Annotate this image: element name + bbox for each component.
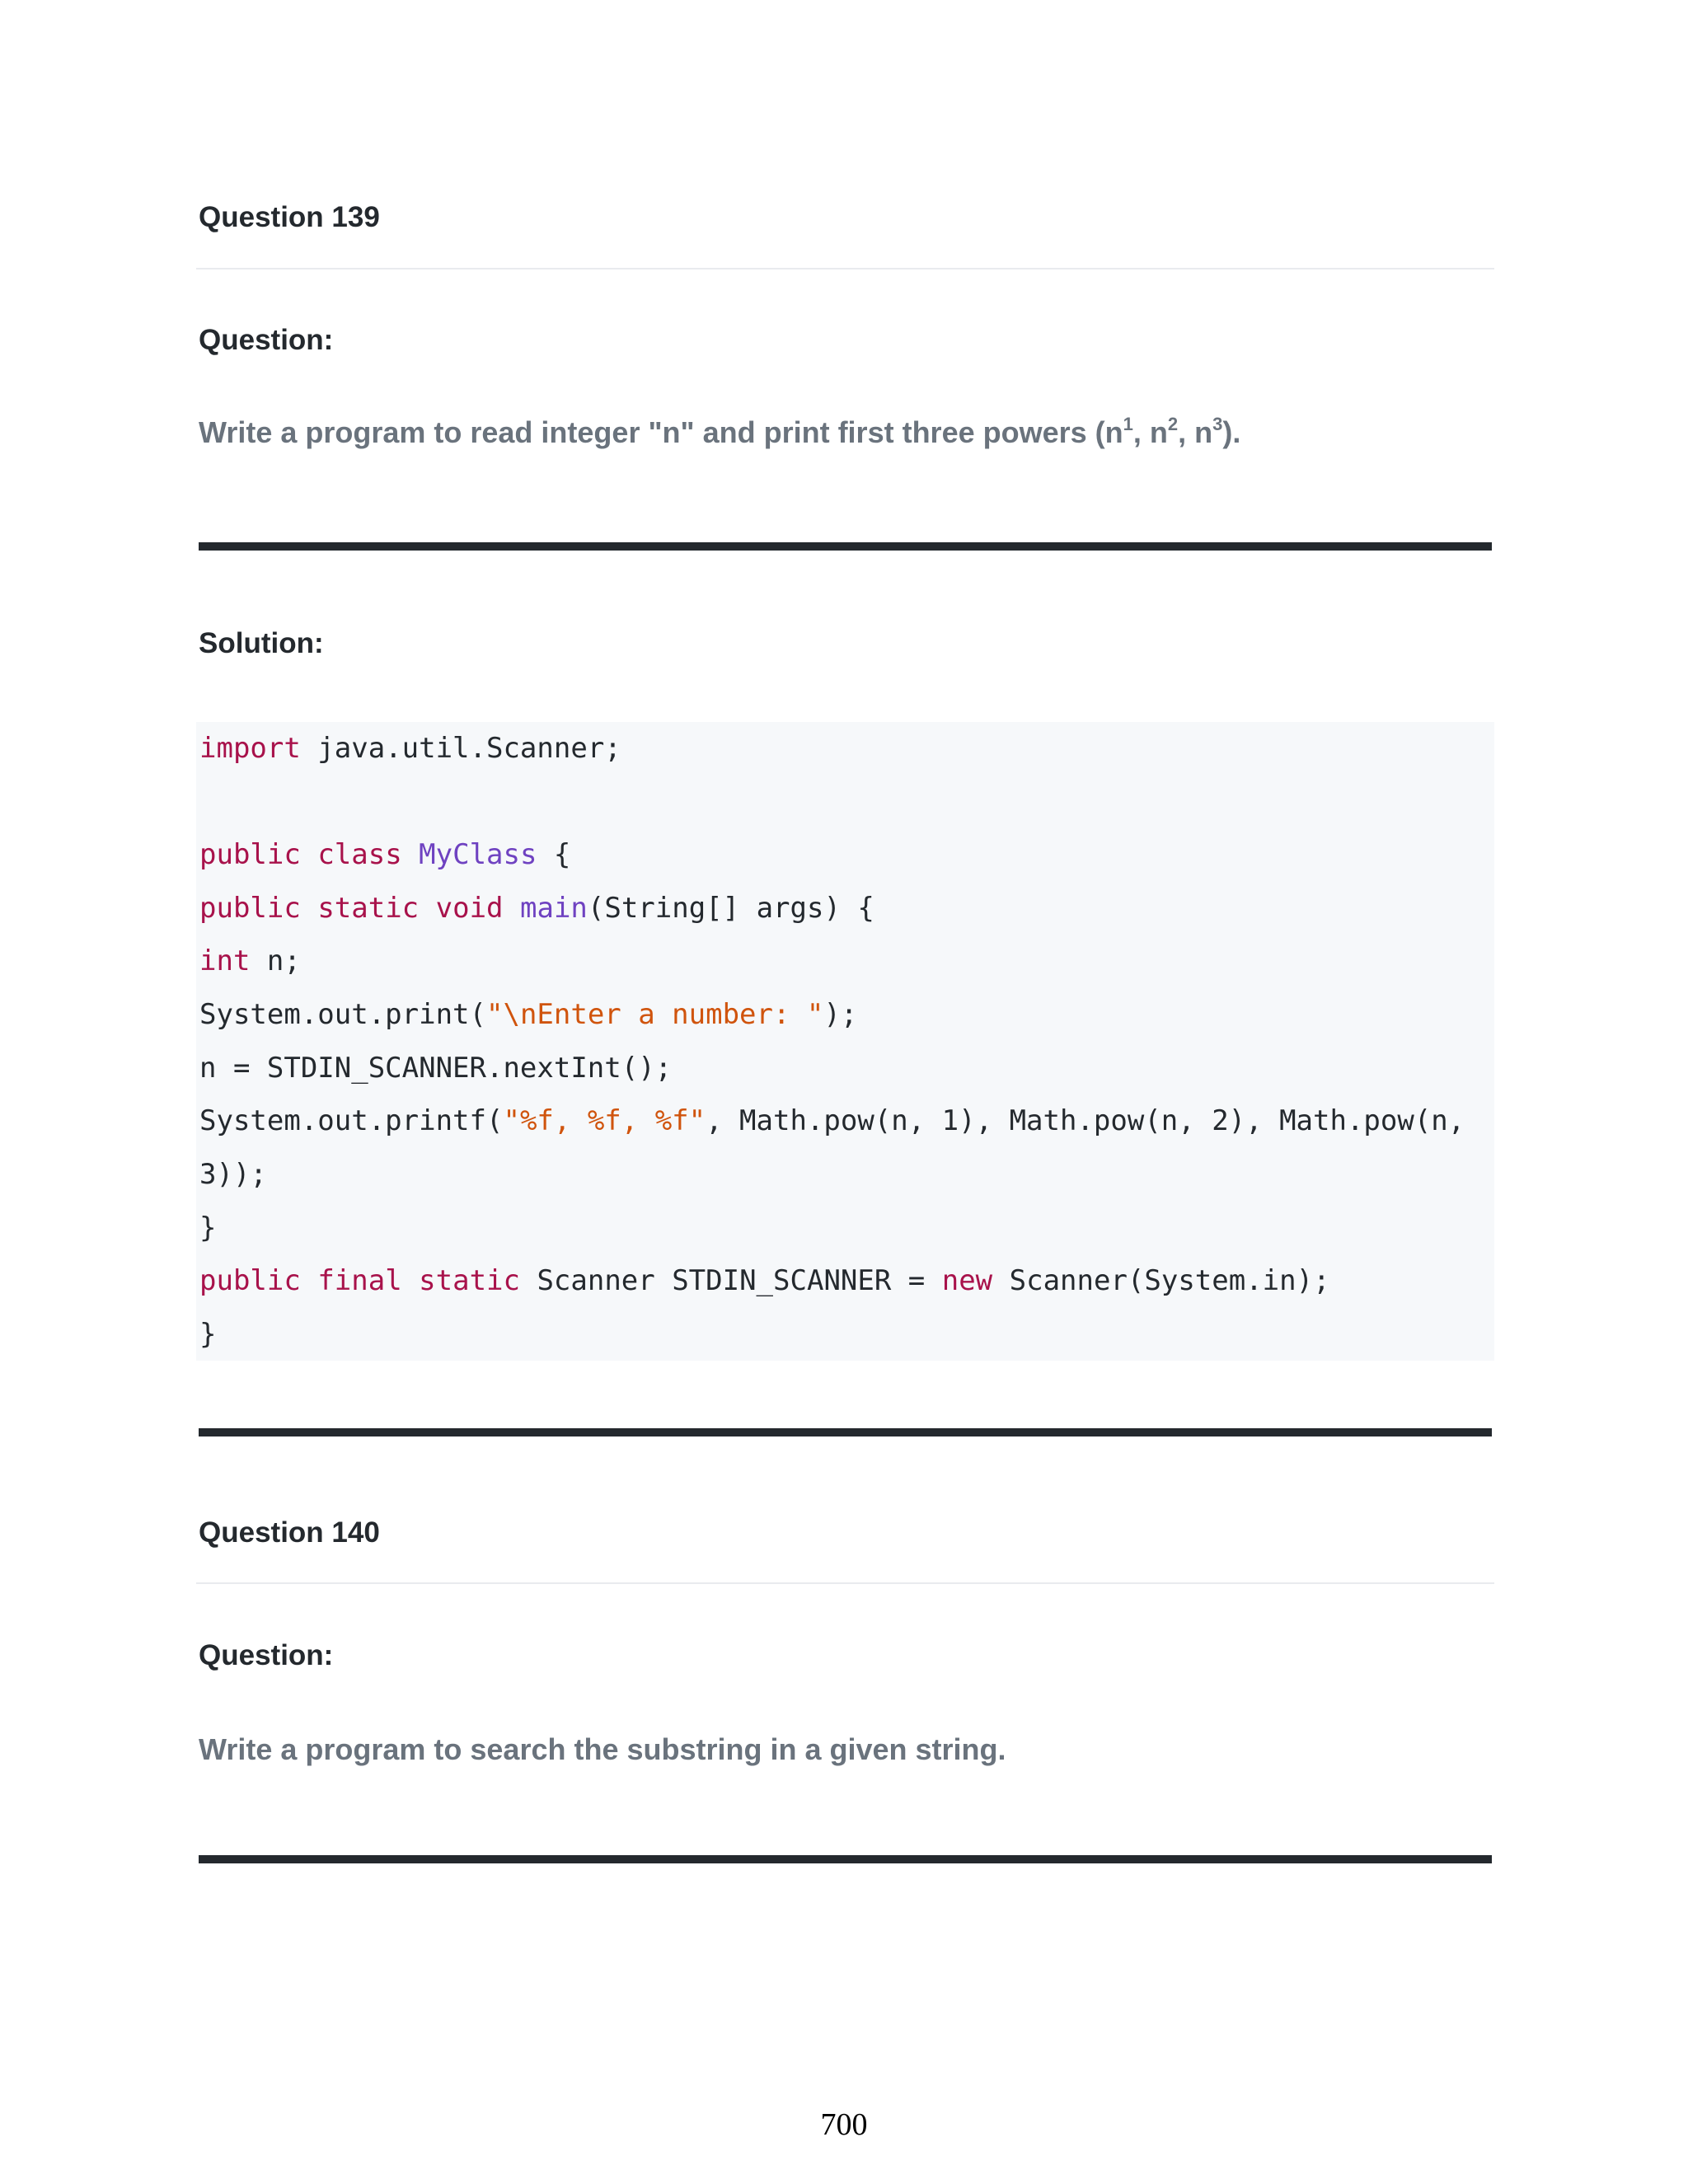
code-text: , Math.pow(n, 1), Math.pow(n, 2), Math.pow(n, [706,1104,1465,1137]
section-divider [199,1855,1492,1863]
code-line-8 [199,1104,1465,1138]
code-text: System.out.print( [199,998,486,1031]
superscript-1: 1 [1123,414,1133,434]
code-function-name: main [520,892,588,925]
superscript-2: 2 [1167,414,1179,434]
question-140-text: Write a program to search the substring in a given string. [199,1732,1006,1766]
code-block [196,722,1494,1361]
code-keyword: public [199,892,301,925]
code-line-1 [199,732,621,766]
code-text: Scanner(System.in); [992,1264,1330,1297]
code-text: Scanner STDIN_SCANNER = [519,1264,942,1297]
code-keyword: void [435,892,504,925]
code-line-7: n = STDIN_SCANNER.nextInt(); [199,1052,673,1085]
code-keyword: class [317,838,402,871]
code-text: java.util.Scanner; [300,732,621,765]
code-class-name: MyClass [419,838,537,871]
code-line-6 [199,998,857,1032]
question-text-part: ). [1222,415,1241,449]
code-text: System.out.printf( [199,1104,504,1137]
code-line-10: } [199,1212,217,1244]
title-underline [196,1582,1494,1584]
code-line-4 [199,892,874,926]
question-label: Question: [199,324,334,356]
question-140-title: Question 140 [199,1516,380,1549]
code-keyword: import [199,732,301,765]
code-text: { [537,838,571,871]
question-139-text [199,415,1240,450]
question-label: Question: [199,1639,334,1671]
question-139-title: Question 139 [199,201,380,233]
code-keyword: int [199,944,251,977]
code-string: "\nEnter a number: " [486,998,824,1031]
section-divider [199,542,1492,551]
code-line-9: 3)); [199,1158,267,1191]
code-text: n; [250,944,301,977]
code-keyword: static [419,1264,520,1297]
code-line-3 [199,838,570,872]
code-text: ); [823,998,858,1031]
solution-label: Solution: [199,627,324,659]
code-line-12: } [199,1318,217,1351]
code-line-11 [199,1264,1330,1298]
section-divider [199,1428,1492,1436]
code-keyword: public [199,838,301,871]
code-keyword: new [941,1264,993,1297]
superscript-3: 3 [1212,414,1223,434]
code-text: (String[] args) { [587,892,874,925]
question-text-part: , n [1178,415,1213,449]
code-line-5 [199,944,301,978]
question-text-part: Write a program to read integer "n" and print first three powers (n [199,415,1123,449]
code-string: "%f, %f, %f" [503,1104,706,1137]
page-number: 700 [820,2107,868,2142]
code-keyword: final [317,1264,402,1297]
code-keyword: static [317,892,420,925]
question-text-part: , n [1132,415,1168,449]
code-keyword: public [199,1264,301,1297]
title-underline [196,268,1494,269]
